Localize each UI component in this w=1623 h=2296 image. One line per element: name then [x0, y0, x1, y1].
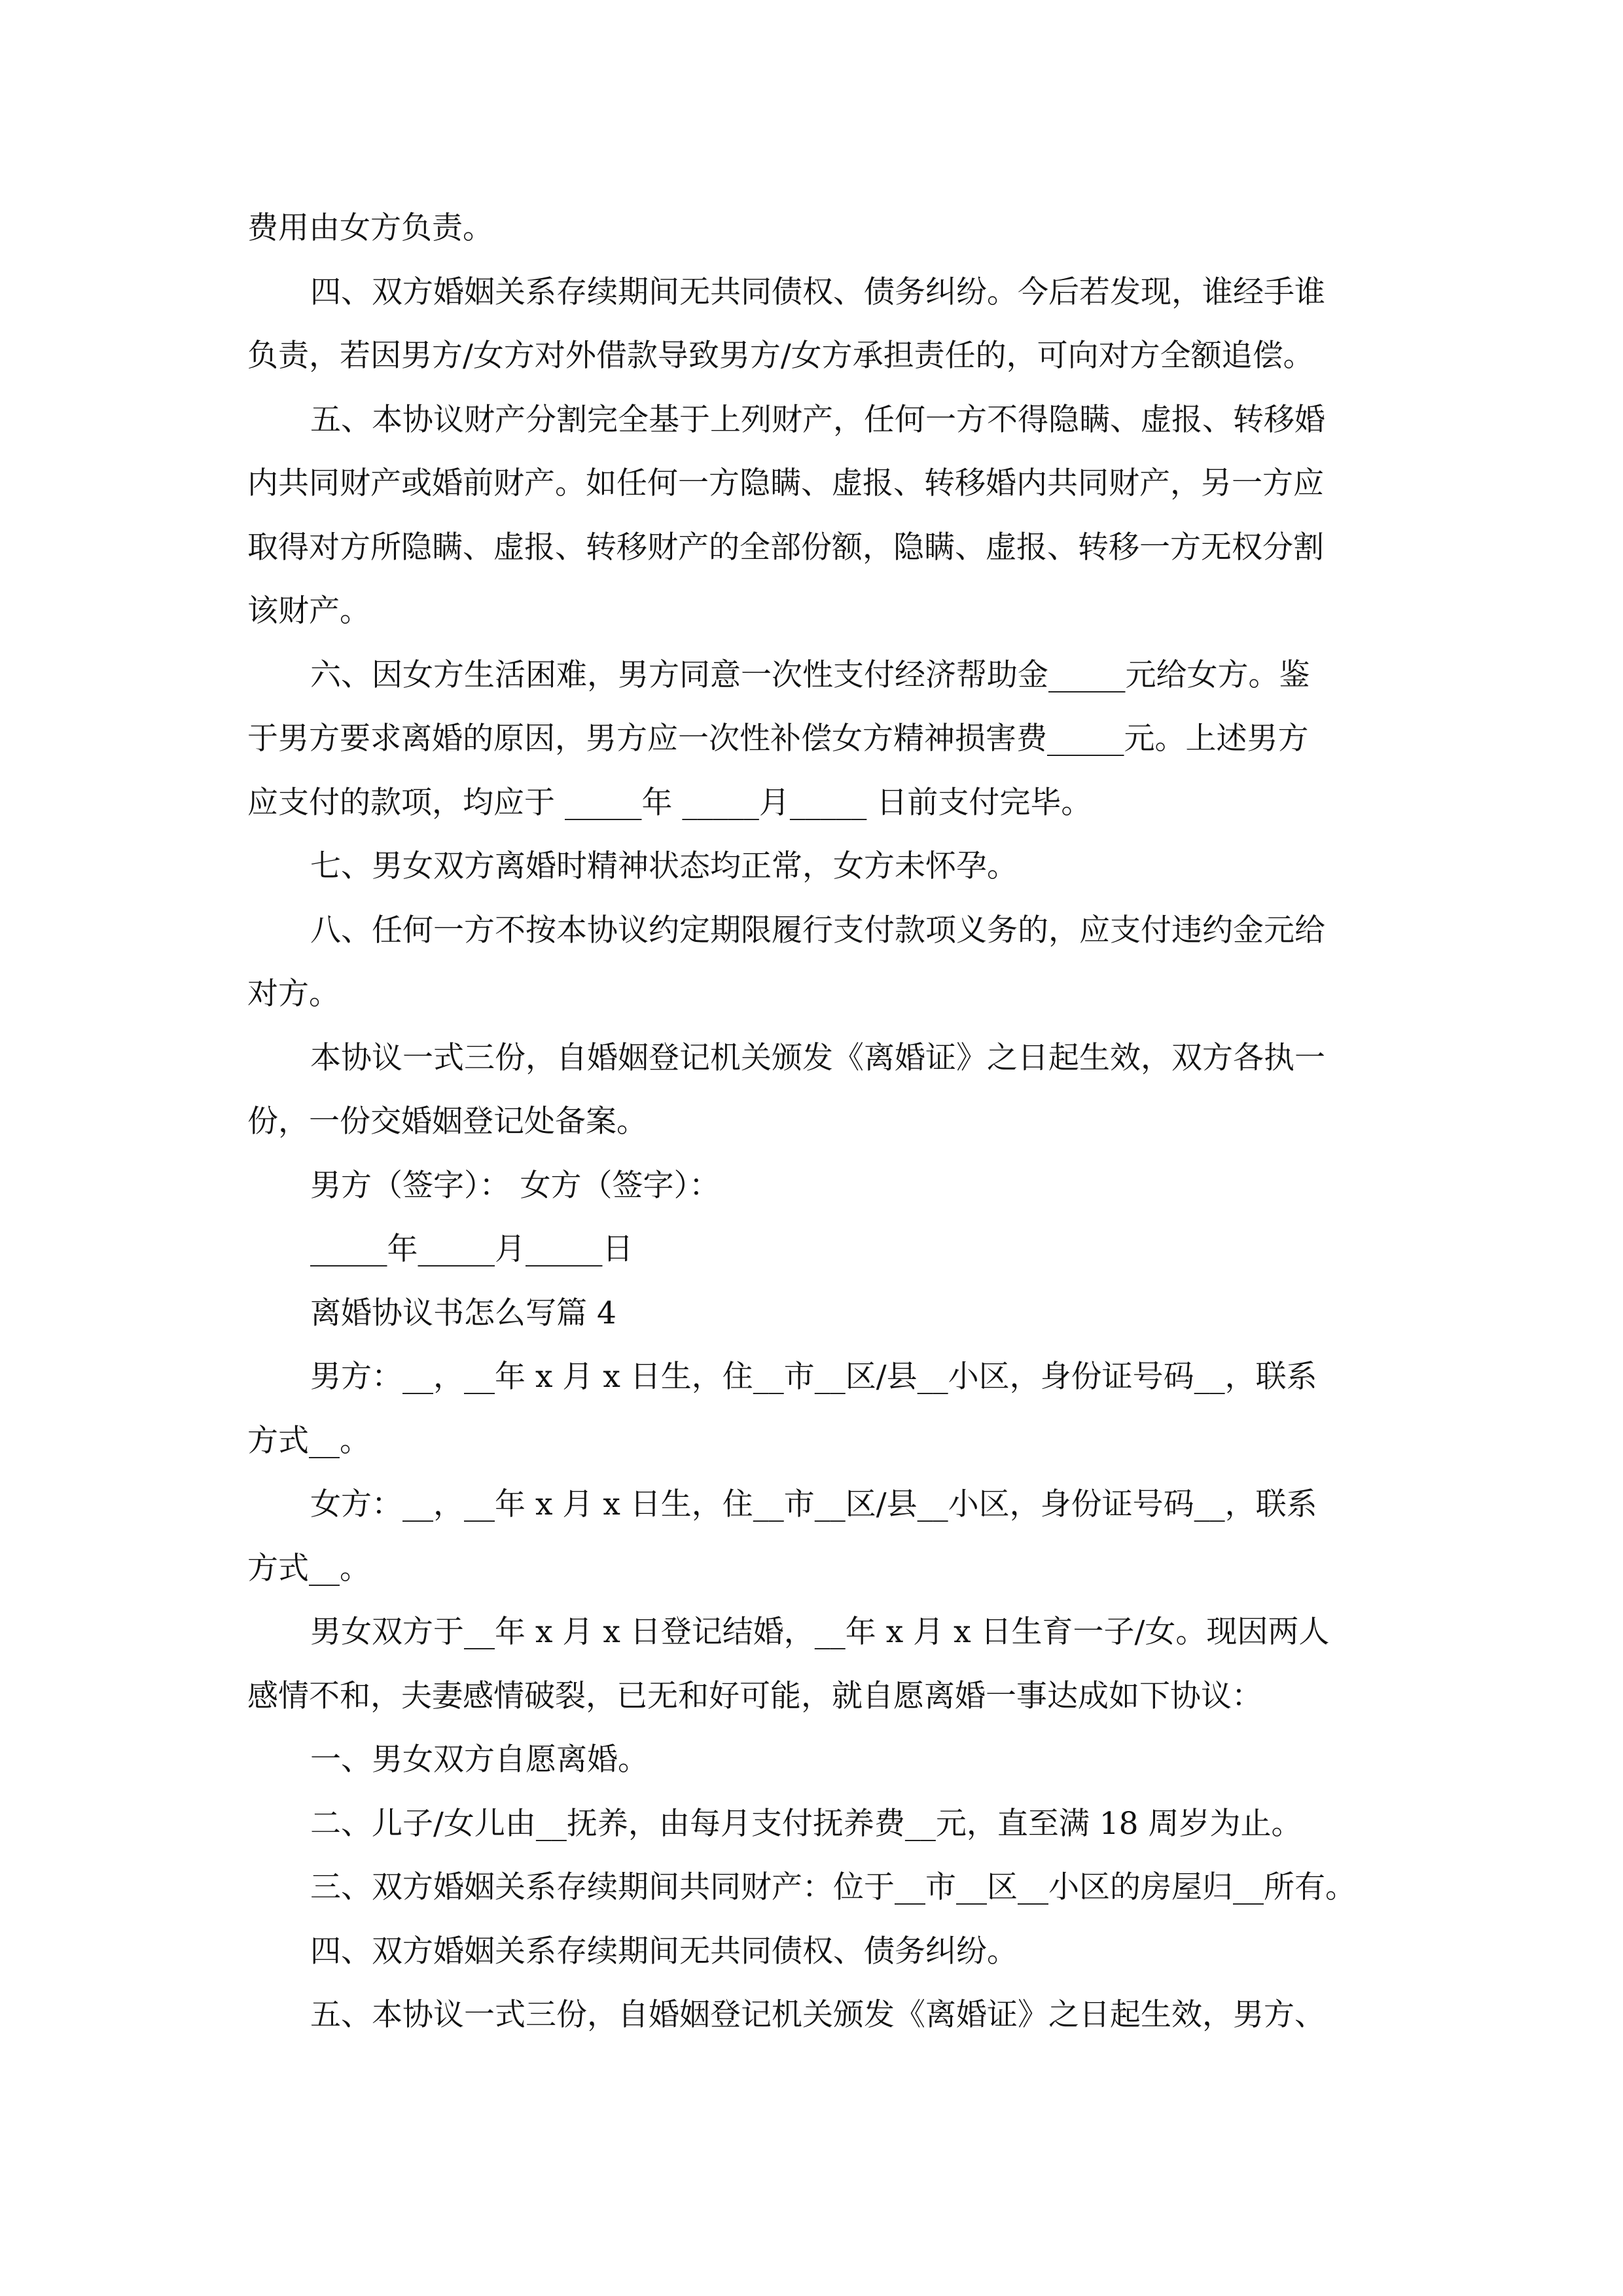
signature-line: 男方（签字）： 女方（签字）：: [310, 1167, 720, 1204]
text-line: 取得对方所隐瞒、虚报、转移财产的全部份额，隐瞒、虚报、转移一方无权分割: [247, 529, 1324, 565]
text-line: 三、双方婚姻关系存续期间共同财产：位于__市__区__小区的房屋归__所有。: [310, 1869, 1356, 1905]
text-line: 五、本协议财产分割完全基于上列财产，任何一方不得隐瞒、虚报、转移婚: [310, 401, 1325, 438]
text-line: 七、男女双方离婚时精神状态均正常，女方未怀孕。: [310, 848, 1018, 884]
text-line: 男女双方于__年 x 月 x 日登记结婚，__年 x 月 x 日生育一子/女。现因两人: [310, 1614, 1330, 1650]
text-line: 男方：__，__年 x 月 x 日生，住__市__区/县__小区，身份证号码__，联系: [310, 1359, 1317, 1395]
text-line: 该财产。: [247, 593, 370, 629]
text-line: 份，一份交婚姻登记处备案。: [247, 1103, 647, 1139]
text-line: 五、本协议一式三份，自婚姻登记机关颁发《离婚证》之日起生效，男方、: [310, 1997, 1325, 2033]
text-line: 应支付的款项，均应于 _____年 _____月_____ 日前支付完毕。: [247, 784, 1092, 821]
text-line: 方式__。: [247, 1550, 370, 1587]
text-line: 四、双方婚姻关系存续期间无共同债权、债务纠纷。今后若发现，谁经手谁: [310, 274, 1325, 310]
text-line: 内共同财产或婚前财产。如任何一方隐瞒、虚报、转移婚内共同财产，另一方应: [247, 465, 1324, 501]
document-body: [247, 196, 1376, 2047]
text-line: 本协议一式三份，自婚姻登记机关颁发《离婚证》之日起生效，双方各执一: [310, 1039, 1325, 1076]
date-line: _____年_____月_____日: [310, 1231, 633, 1267]
text-line: 对方。: [247, 976, 340, 1012]
text-line: 于男方要求离婚的原因，男方应一次性补偿女方精神损害费_____元。上述男方: [247, 721, 1309, 757]
text-line: 一、男女双方自愿离婚。: [310, 1742, 649, 1778]
text-line: 费用由女方负责。: [247, 210, 493, 246]
text-line: 四、双方婚姻关系存续期间无共同债权、债务纠纷。: [310, 1933, 1018, 1969]
text-line: 二、儿子/女儿由__抚养，由每月支付抚养费__元，直至满 18 周岁为止。: [310, 1805, 1302, 1842]
text-line: 负责，若因男方/女方对外借款导致男方/女方承担责任的，可向对方全额追偿。: [247, 338, 1314, 374]
text-line: 八、任何一方不按本协议约定期限履行支付款项义务的，应支付违约金元给: [310, 912, 1325, 948]
text-line: 六、因女方生活困难，男方同意一次性支付经济帮助金_____元给女方。鉴: [310, 656, 1310, 693]
text-line: 感情不和，夫妻感情破裂，已无和好可能，就自愿离婚一事达成如下协议：: [247, 1677, 1262, 1714]
text-line: 方式__。: [247, 1422, 370, 1459]
text-line: 女方：__，__年 x 月 x 日生，住__市__区/县__小区，身份证号码__，联系: [310, 1486, 1317, 1522]
section-heading: 离婚协议书怎么写篇 4: [310, 1295, 616, 1331]
